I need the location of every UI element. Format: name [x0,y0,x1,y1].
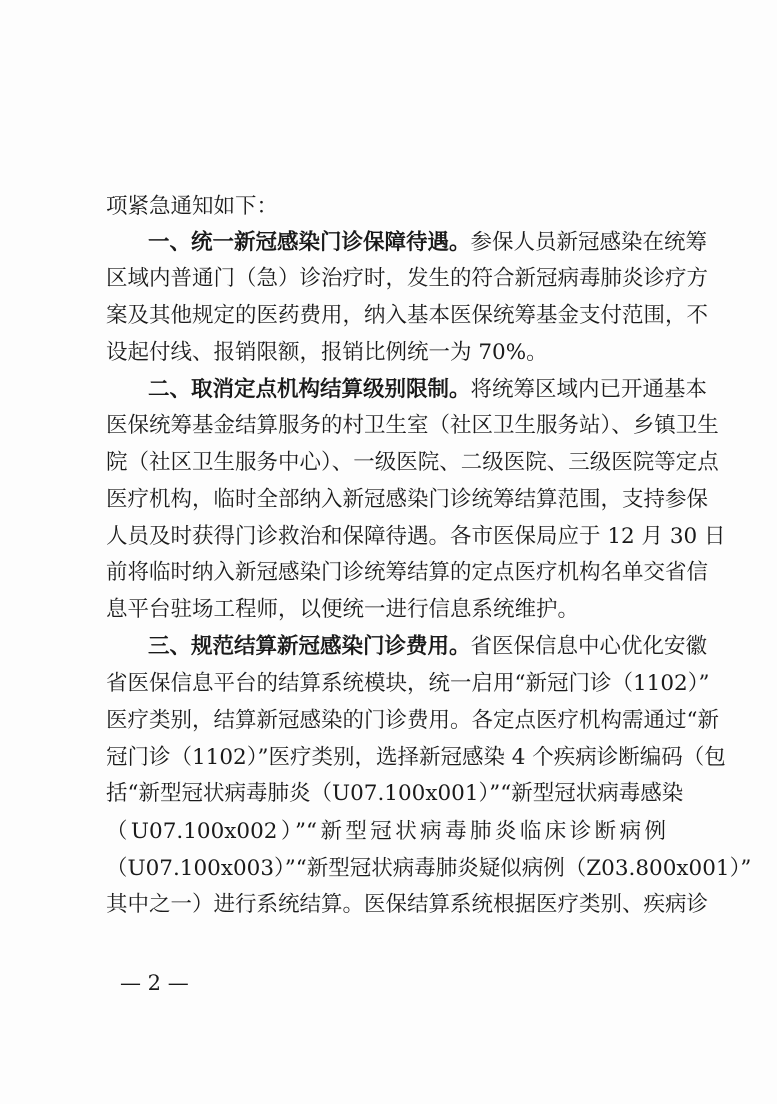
line-text: 参保人员新冠感染在统筹 [470,230,708,255]
line-text: 案及其他规定的医药费用，纳入基本医保统筹基金支付范围，不 [106,303,709,328]
body-line [106,596,579,624]
line-text: 人员及时获得门诊救治和保障待遇。各市医保局应于 12 月 30 日 [106,524,726,549]
line-text: 医疗类别，结算新冠感染的门诊费用。各定点医疗机构需通过“新 [106,708,719,733]
body-line [106,780,684,808]
line-text: 医疗机构，临时全部纳入新冠感染门诊统筹结算范围，支持参保 [106,487,709,512]
body-line [106,339,548,367]
section-heading-line [148,376,708,404]
intro-line [106,193,278,221]
line-text: 项紧急通知如下： [106,194,279,219]
line-text: 省医保信息平台的结算系统模块，统一启用“新冠门诊（1102）” [106,671,710,696]
body-line [106,559,709,587]
body-line [106,891,709,919]
line-text: 息平台驻场工程师，以便统一进行信息系统维护。 [106,597,580,622]
line-text: 医保统筹基金结算服务的村卫生室（社区卫生服务站）、乡镇卫生 [106,413,719,438]
section-heading-2: 二、取消定点机构结算级别限制。 [148,377,471,402]
body-line [106,449,719,477]
body-line [106,818,666,846]
section-heading-1: 一、统一新冠感染门诊保障待遇。 [148,230,471,255]
body-line [106,265,709,293]
body-line [106,486,709,514]
section-heading-line [148,633,708,661]
body-line [106,412,719,440]
body-line [106,670,710,698]
line-text: 括“新型冠状病毒肺炎（U07.100x001）”“新型冠状病毒感染 [106,781,684,806]
body-line [106,302,709,330]
section-heading-3: 三、规范结算新冠感染门诊费用。 [148,634,471,659]
body-line [106,744,726,772]
line-text: 省医保信息中心优化安徽 [470,634,708,659]
line-text: 将统筹区域内已开通基本 [470,377,708,402]
line-text: 设起付线、报销限额，报销比例统一为 70%。 [106,340,548,365]
body-line [106,523,726,551]
line-text: （U07.100x002）”“新型冠状病毒肺炎临床诊断病例 [106,819,666,844]
line-text: 前将临时纳入新冠感染门诊统筹结算的定点医疗机构名单交省信 [106,560,709,585]
line-text: 冠门诊（1102）”医疗类别，选择新冠感染 4 个疾病诊断编码（包 [106,745,726,770]
line-text: 其中之一）进行系统结算。医保结算系统根据医疗类别、疾病诊 [106,892,709,917]
body-line [106,707,719,735]
section-heading-line [148,229,708,257]
body-line [106,855,752,883]
line-text: 区域内普通门（急）诊治疗时，发生的符合新冠病毒肺炎诊疗方 [106,266,709,291]
line-text: 院（社区卫生服务中心）、一级医院、二级医院、三级医院等定点 [106,450,719,475]
page-number: — 2 — [120,971,189,995]
line-text: （U07.100x003）”“新型冠状病毒肺炎疑似病例（Z03.800x001）” [106,856,752,881]
